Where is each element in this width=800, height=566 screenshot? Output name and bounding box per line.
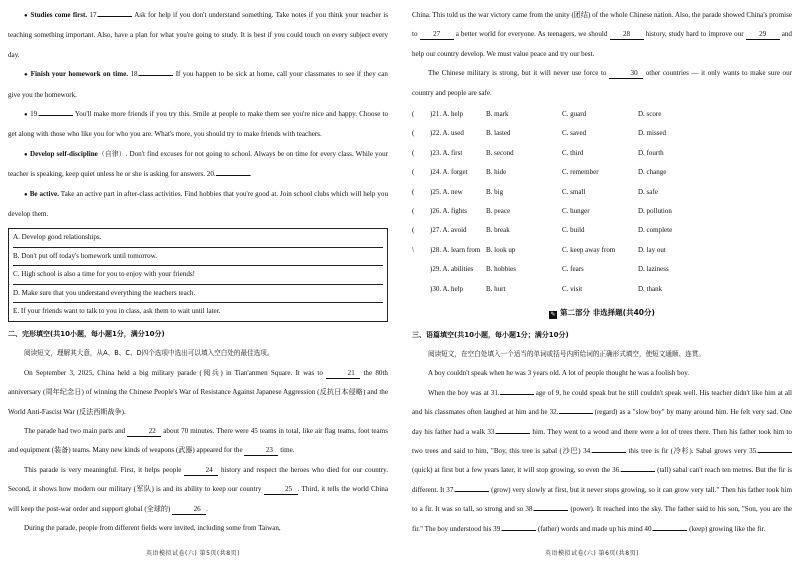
choice-d[interactable]: D. change [638, 168, 667, 177]
choice-row [412, 144, 782, 163]
blank-20[interactable] [216, 175, 250, 176]
text: When the boy was at 31. [428, 388, 500, 397]
text: (regard) as a "slow boy" by many around him. He felt very sad. One day his father had a walk 33. [412, 408, 792, 436]
answer-bracket[interactable] [412, 280, 430, 299]
blank-30[interactable]: 30 [609, 69, 643, 79]
choice-c[interactable]: C. third [562, 148, 584, 157]
option-c: C. High school is also a time for you to enjoy with your friends! [13, 266, 383, 285]
answer-bracket[interactable]: ( [412, 207, 415, 216]
story-paragraph-2 [412, 384, 792, 539]
blank-37[interactable] [455, 491, 489, 492]
text: (quick) at first but a few years later, it will stop growing, so even the 36. [412, 466, 622, 475]
text: and help our country develop. We must value peace and try our best. [412, 30, 792, 58]
choice-d[interactable]: D. pollution [638, 207, 672, 216]
section-3-heading: 三、语篇填空(共10小题，每小题1分；满分10分) [412, 330, 569, 339]
text: history and respect the heroes who died for our country. Second, it shows how modern our military (军队) is and its ability to keep our country [8, 465, 388, 494]
answer-bracket[interactable]: ( [412, 148, 415, 157]
text: On September 3, 2025, China held a big military parade (阅兵) in Tian'anmen Square. It was to [24, 368, 323, 377]
choice-b[interactable]: B. lasted [486, 129, 511, 138]
choice-question: )29. A. abilities [430, 265, 474, 274]
choice-b[interactable]: B. second [486, 148, 514, 157]
blank-33[interactable] [496, 433, 530, 434]
choice-b[interactable]: B. peace [486, 207, 511, 216]
choice-c[interactable]: C. saved [562, 129, 587, 138]
choice-question: )24. A. forget [430, 168, 468, 177]
text: age of 9, he could speak but he still couldn't speak well. His teacher didn't like him at all and his classmates often laughed at him and he 32. [412, 388, 792, 417]
choice-d[interactable]: D. lay out [638, 245, 666, 254]
heading-study: Studies come first. [30, 11, 88, 19]
choice-c[interactable]: C. small [562, 187, 586, 196]
blank-24[interactable]: 24 [184, 466, 218, 476]
text: . Third, it tells the world China will keep the post-war order and support global (全球的) [8, 485, 388, 513]
choice-d[interactable]: D. laziness [638, 265, 669, 274]
choice-question: )30. A. help [430, 284, 464, 293]
text: . [206, 504, 208, 513]
left-page [8, 6, 388, 546]
blank-number: 20. [206, 170, 216, 179]
choices-table [412, 105, 782, 299]
choice-question: )23. A. first [430, 148, 463, 157]
choice-b[interactable]: B. hide [486, 168, 507, 177]
choice-d[interactable]: D. safe [638, 187, 658, 196]
part-2-banner [412, 303, 792, 322]
choice-c[interactable]: C. build [562, 226, 585, 235]
text: this tree is fir (冷杉). Sabal grows very 35. [628, 446, 758, 455]
choice-b[interactable]: B. hobbies [486, 265, 516, 274]
blank-25[interactable]: 25 [264, 485, 298, 495]
cloze-paragraph-3 [8, 461, 388, 519]
choice-row [412, 280, 782, 299]
cloze-paragraph-4: During the parade, people from different fields were invited, including some from Taiwan, [24, 524, 281, 533]
gloss: （自律） [97, 149, 126, 158]
part-2-title: 第二部分 非选择题(共40分) [560, 308, 655, 318]
choice-d[interactable]: D. missed [638, 129, 666, 138]
choice-row [412, 241, 782, 260]
choice-row [412, 183, 782, 202]
text: (power). It reached into the sky. The father said to his son, "Son, you are the fir." The boy understood his 39. [412, 505, 792, 533]
text: history, study hard to improve our [645, 30, 744, 39]
option-a: A. Develop good relationships. [13, 229, 383, 248]
option-e: E. If your friends want to talk to you in class, ask them to wait until later. [13, 307, 221, 316]
story-paragraph-1: A boy couldn't speak when he was 3 years old. A lot of people thought he was a foolish boy. [428, 369, 690, 378]
blank-23[interactable]: 23 [244, 446, 278, 456]
blank-38[interactable] [534, 510, 568, 511]
answer-bracket[interactable]: \ [412, 245, 414, 254]
blank-18[interactable] [139, 75, 173, 76]
answer-bracket[interactable]: ( [412, 226, 415, 235]
choice-b[interactable]: B. mark [486, 110, 509, 119]
text: (keep) growing like the fir. [689, 524, 766, 533]
pencil-icon: ✎ [550, 311, 556, 319]
paragraph-study [8, 6, 388, 65]
paragraph-text: Take an active part in after-class activities. Find hobbies that you're good at. Join school clubs which will help you develop them. [8, 189, 388, 219]
choice-question: )22. A. used [430, 129, 464, 138]
option-d: D. Make sure that you understand everything the teachers teach. [13, 285, 383, 304]
text: (grow) very slowly at first, but it never stops growing, so it can grow very tall." Then his father took him to a fir. It was so tall, so strong and so 38. [412, 485, 792, 514]
paragraph-active [8, 185, 388, 225]
blank-34[interactable] [592, 452, 626, 453]
answer-bracket[interactable]: ( [412, 187, 415, 196]
choice-row [412, 105, 782, 124]
choice-question: )25. A. new [430, 187, 463, 196]
blank-32[interactable] [559, 413, 593, 414]
blank-number: 19. [30, 110, 39, 119]
text: (tall) sabal can't reach ten metres. But the fir is different. It 37. [412, 466, 792, 494]
section-2-heading: 二、完形填空(共10小题，每小题1分，满分10分) [8, 329, 165, 338]
choice-d[interactable]: D. score [638, 110, 662, 119]
choice-row [412, 260, 782, 279]
paragraph-text: Ask for help if you don't understand something. Take notes if you think your teacher is teaching something important. Also, have a plan for what you're going to study. It is best if you could touch on every subject every day. [8, 11, 388, 59]
choice-c[interactable]: C. hunger [562, 207, 590, 216]
blank-26[interactable]: 26 [172, 505, 206, 515]
text: This parade is very meaningful. First, it helps people [24, 465, 182, 474]
blank-19[interactable] [39, 115, 73, 116]
text: The Chinese military is strong, but it will never use force to [428, 69, 607, 78]
footer-left: 英语模拟试卷(六) 第5页(共8页) [146, 550, 240, 557]
choice-b[interactable]: B. look up [486, 245, 516, 254]
choice-d[interactable]: D. thank [638, 284, 663, 293]
blank-22[interactable]: 22 [127, 427, 161, 437]
paragraph-homework [8, 65, 388, 105]
choice-c[interactable]: C. keep away from [562, 245, 616, 254]
choice-d[interactable]: D. fourth [638, 148, 664, 157]
right-page [412, 6, 792, 546]
blank-39[interactable] [502, 530, 536, 531]
answer-bracket[interactable]: ( [412, 168, 415, 177]
text: (father) words and made up his mind 40. [537, 524, 654, 533]
heading-homework: Finish your homework on time. [30, 70, 129, 79]
blank-36[interactable] [621, 471, 655, 472]
blank-27[interactable]: 27 [420, 30, 454, 40]
blank-number: 17. [89, 11, 99, 19]
paragraph-text: If you happen to be sick at home, call your classmates to see if they can give you the homework. [8, 70, 388, 99]
heading-discipline: Develop self-discipline [29, 149, 98, 158]
blank-35[interactable] [758, 452, 792, 453]
section-2-instruction: 阅读短文，理解其大意，从A、B、C、D四个选项中选出可以填入空白处的最佳选项。 [24, 349, 274, 358]
option-b: B. Don't put off today's homework until tomorrow. [13, 248, 383, 267]
blank-28[interactable]: 28 [610, 30, 644, 40]
cloze-paragraph-4-cont [412, 6, 792, 64]
text: a better world for everyone. As teenagers, we should [455, 30, 608, 39]
text: other countries — it only wants to make sure our country and people are safe. [412, 69, 792, 97]
paragraph-text: You'll make more friends if you try this. Smile at people to make them see you're nice and happy. Choose to get along with those who like you for who you are. What's more, you should try to make friends with teachers. [8, 110, 388, 139]
choice-question: )26. A. fights [430, 207, 467, 216]
blank-17[interactable] [98, 16, 132, 17]
section-3-instruction: 阅读短文，在空白处填入一个适当的单词或括号内所给词的正确形式填空，使短文通顺、连贯。 [428, 349, 705, 358]
text: China. This told us the war victory came from the unity (团结) of the whole Chinese nation. Also, the parade showed China's promise to [412, 11, 792, 39]
choice-b[interactable]: B. hurt [486, 284, 506, 293]
choice-question: )28. A. learn from [430, 245, 481, 254]
paragraph-text: . Don't find excuses for not going to school. Always be on time for every class. While your teacher is speaking, keep quiet unless he or she is asking for answers. [8, 149, 388, 179]
footer-right: 英语模拟试卷(六) 第6页(共8页) [545, 550, 639, 557]
options-box [8, 228, 388, 322]
cloze-paragraph-2 [8, 422, 388, 461]
choice-c[interactable]: C. visit [562, 284, 583, 293]
text: time. [280, 446, 295, 455]
choice-c[interactable]: C. guard [562, 110, 587, 119]
answer-bracket[interactable]: ( [412, 129, 415, 138]
choice-question: )27. A. avoid [430, 226, 467, 235]
answer-bracket[interactable]: ( [412, 110, 415, 119]
text: The parade had two main parts and [24, 427, 126, 435]
blank-29[interactable]: 29 [746, 30, 780, 40]
choice-row [412, 221, 782, 240]
choice-b[interactable]: B. big [486, 187, 504, 196]
text: about 70 minutes. There were 45 teams in total, like air flag teams, foot teams and equipment (装备) teams. Many new kinds of weapons (武器) appeared for the [8, 427, 388, 455]
cloze-paragraph-1 [8, 364, 388, 422]
choice-c[interactable]: C. fears [562, 265, 584, 274]
blank-number: 18. [130, 70, 140, 79]
choice-row [412, 163, 782, 182]
blank-40[interactable] [653, 530, 687, 531]
choice-d[interactable]: D. complete [638, 226, 673, 235]
choice-c[interactable]: C. remember [562, 168, 599, 177]
heading-active: Be active. [29, 189, 59, 198]
cloze-paragraph-5 [412, 64, 792, 103]
blank-21[interactable]: 21 [326, 369, 360, 379]
text: the 80th anniversary (周年纪念日) of winning the Chinese People's War of Resistance Against Japanese Aggression (反抗日本侵略) and the World Anti-Fascist War (反法西斯战争). [8, 368, 388, 416]
paragraph-discipline: ● Develop self-discipline（自律）. Don't find excuses for not going to school. Always be on time for every class. While your teacher is speaking, keep quiet unless he or she is asking for answers. 20. . [8, 145, 388, 185]
choice-row [412, 202, 782, 221]
choice-question: )21. A. help [430, 110, 464, 119]
text: him. They went to a wood and there were a lot of trees there. Then his father took him to two trees and said to him, "Boy, this tree is sabal (沙巴) 34. [412, 427, 792, 455]
answer-bracket[interactable] [412, 260, 430, 279]
choice-b[interactable]: B. break [486, 226, 510, 235]
blank-31[interactable] [500, 394, 534, 395]
paragraph-friends [8, 105, 388, 145]
choice-row [412, 124, 782, 143]
